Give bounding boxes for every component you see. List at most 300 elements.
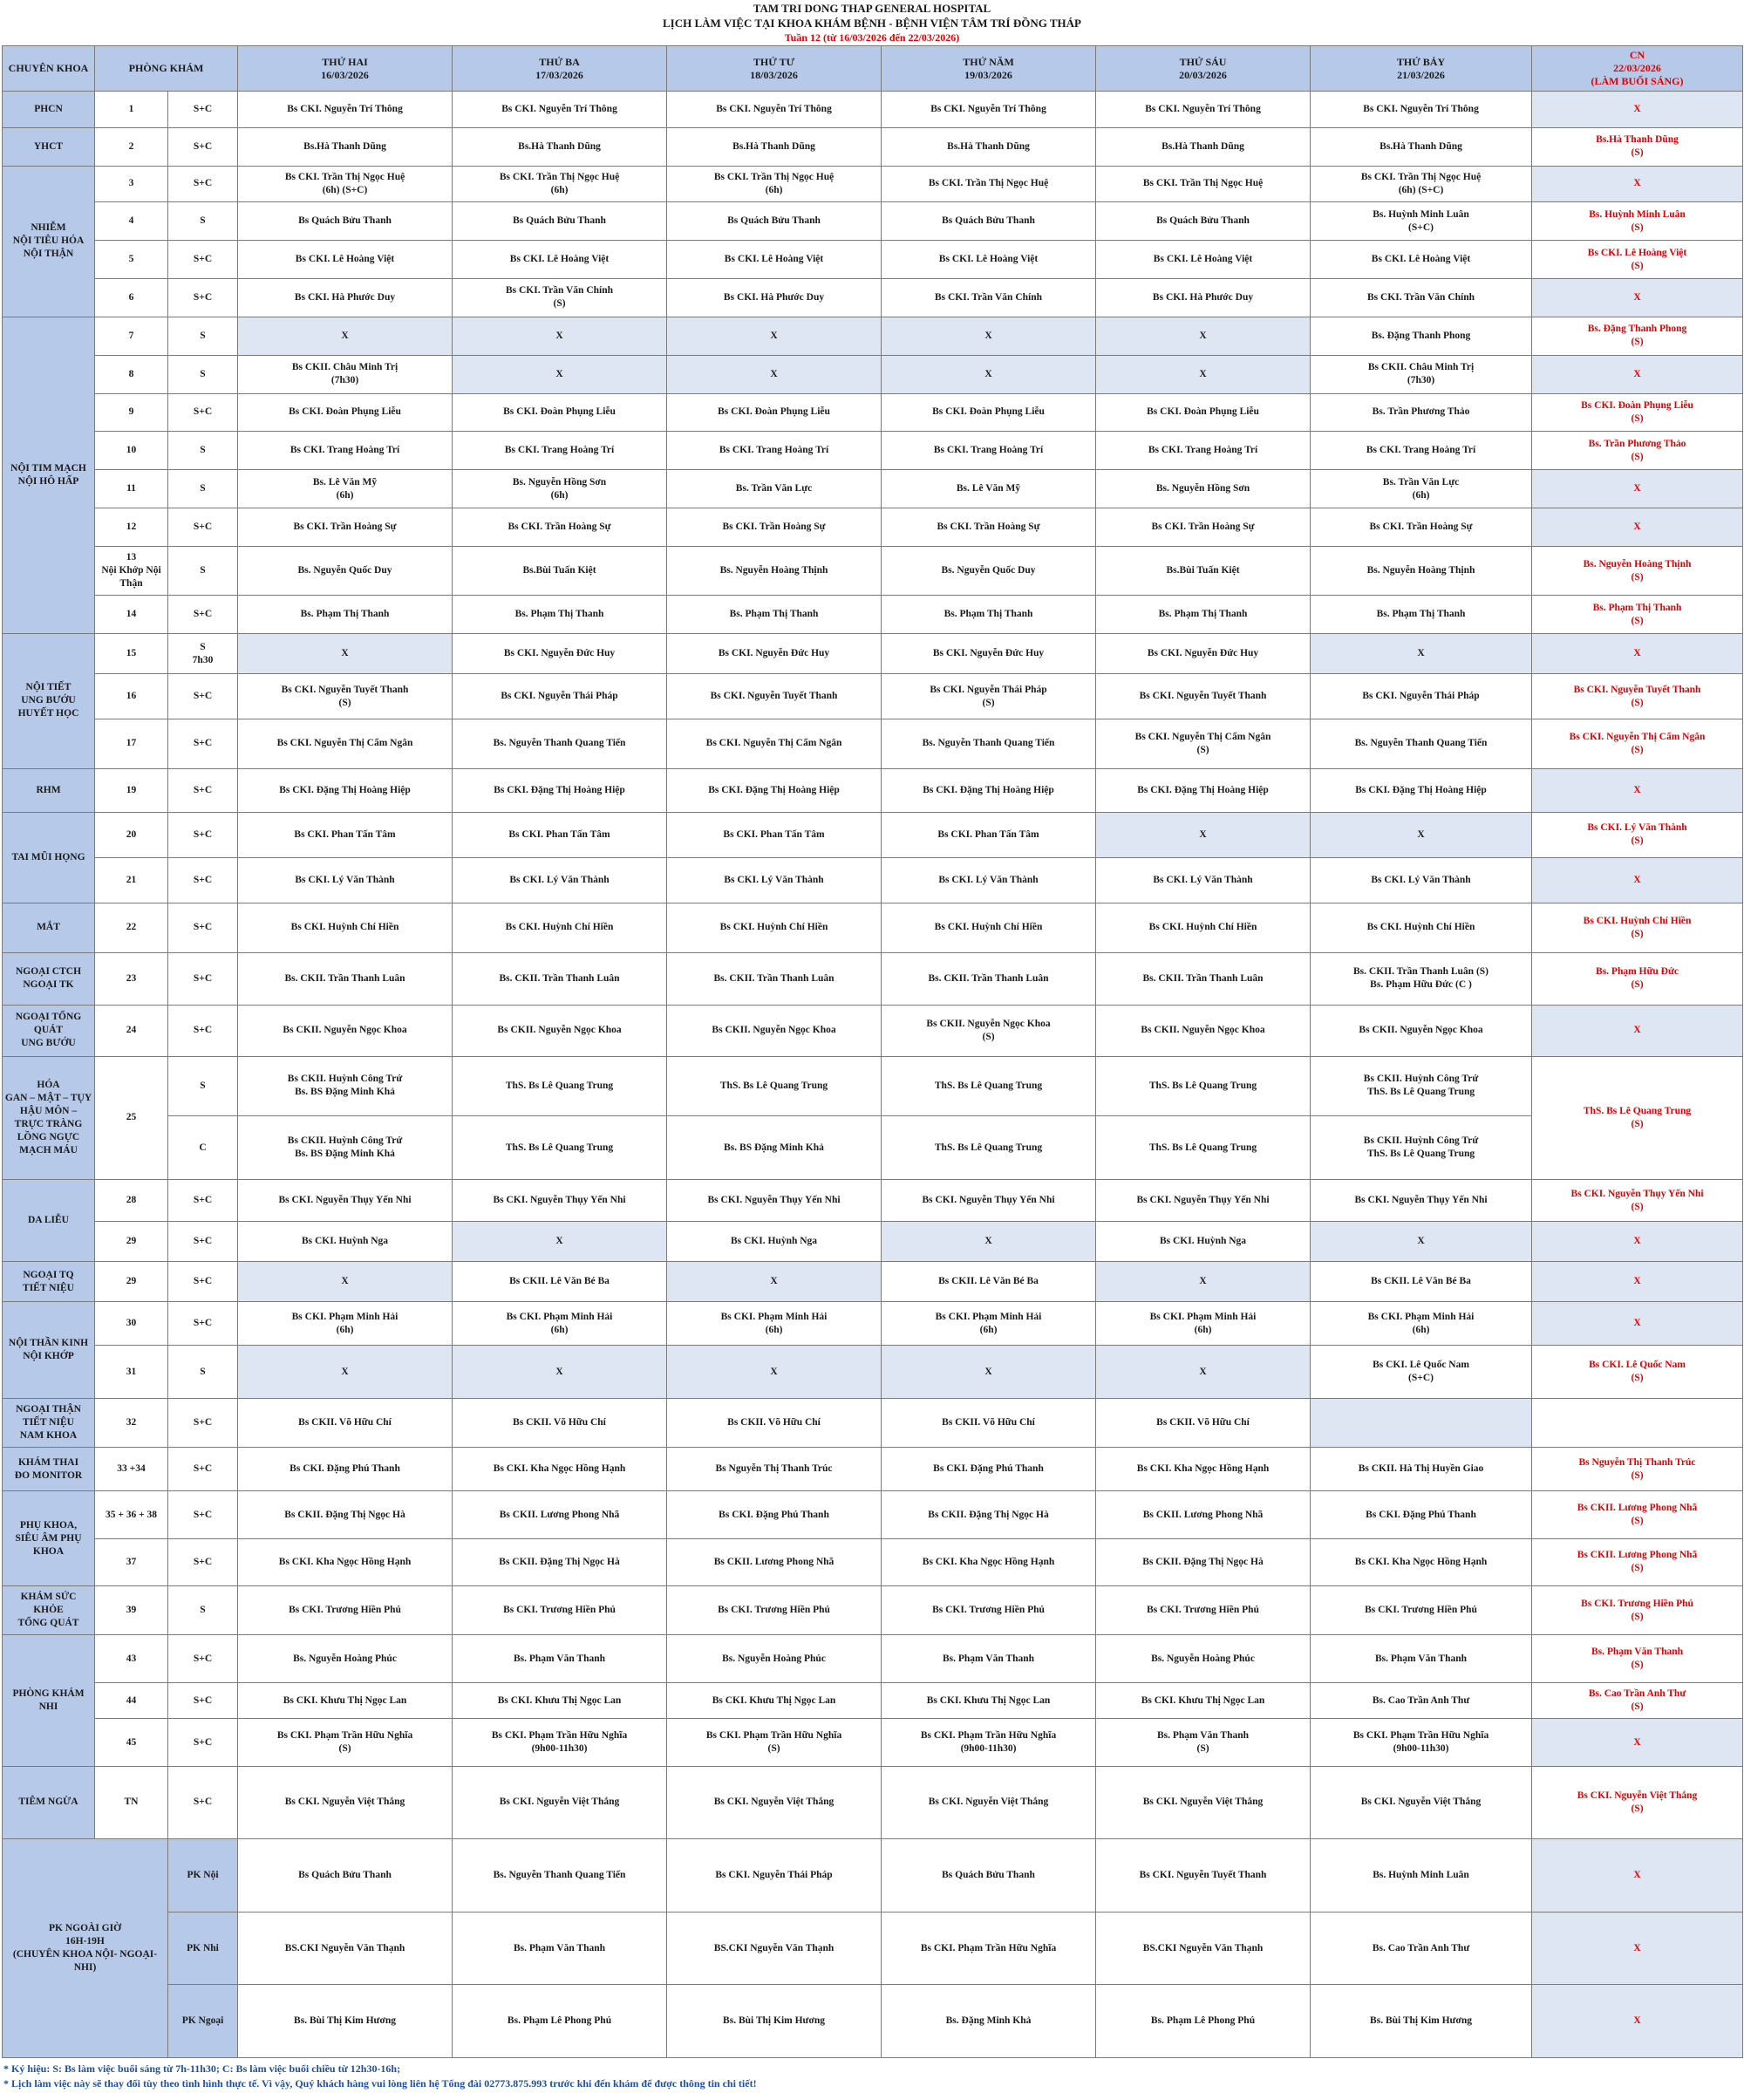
schedule-cell <box>1532 1538 1743 1585</box>
shift-code <box>168 241 238 279</box>
cell-line: (S) <box>1196 1743 1209 1755</box>
cell-line: 32 <box>126 1417 137 1428</box>
shift-code <box>168 1398 238 1447</box>
cell-line: S+C <box>193 1025 213 1036</box>
cell-line: Bs CKI. Đặng Thị Hoàng Hiệp <box>494 784 625 795</box>
cell-line: Bs. Phạm Văn Thanh <box>1591 1647 1684 1658</box>
schedule-cell <box>238 1346 453 1399</box>
cell-line: Bs CKI. Trang Hoàng Trí <box>1148 445 1258 456</box>
cell-line: X <box>1633 1276 1641 1287</box>
schedule-cell <box>1311 1839 1532 1912</box>
cell-line: (CHUYÊN KHOA NỘI- NGOẠI-NHI) <box>12 1949 158 1974</box>
cell-line: Bs CKI. Lý Văn Thành <box>1587 822 1687 834</box>
cell-line: 22 <box>126 922 137 933</box>
schedule-cell <box>238 674 453 719</box>
schedule-cell <box>667 857 882 903</box>
table-row <box>3 1398 1743 1447</box>
cell-line: S <box>200 483 206 494</box>
shift-code <box>168 674 238 719</box>
cell-line: PHCN <box>34 103 63 114</box>
room-number <box>95 393 168 432</box>
schedule-cell <box>1311 1538 1532 1585</box>
cell-line: Bs CKI. Đặng Phú Thanh <box>1366 1509 1476 1520</box>
schedule-cell <box>667 1839 882 1912</box>
specialty-name <box>3 1491 95 1586</box>
schedule-cell <box>667 1635 882 1682</box>
schedule-cell <box>1311 857 1532 903</box>
cell-line: ThS. Bs Lê Quang Trung <box>1366 1087 1475 1098</box>
schedule-cell <box>882 92 1096 128</box>
schedule-cell <box>238 279 453 317</box>
schedule-cell <box>882 127 1096 166</box>
room-number <box>95 546 168 595</box>
schedule-cell <box>453 202 667 241</box>
schedule-cell <box>1096 1222 1311 1262</box>
cell-line: Nội Khớp Nội Thận <box>101 565 161 590</box>
cell-line: Bs. Phạm Thị Thanh <box>944 609 1033 620</box>
specialty-name <box>3 1262 95 1302</box>
schedule-cell <box>1096 857 1311 903</box>
schedule-cell <box>238 508 453 547</box>
schedule-cell <box>238 393 453 432</box>
cell-line: Bs CKI. Nguyễn Việt Thắng <box>928 1797 1049 1808</box>
cell-line: ThS. Bs Lê Quang Trung <box>505 1142 614 1153</box>
schedule-cell <box>238 1116 453 1180</box>
cell-line: Bs. Phạm Văn Thanh <box>513 1942 606 1953</box>
cell-line: Bs CKI. Trang Hoàng Trí <box>719 445 829 456</box>
cell-line: Bs. Đặng Thanh Phong <box>1371 330 1471 341</box>
schedule-cell <box>882 1448 1096 1491</box>
cell-line: Bs. Bùi Thị Kim Hương <box>294 2015 396 2027</box>
schedule-cell <box>667 127 882 166</box>
schedule-cell <box>667 674 882 719</box>
cell-line: 33 +34 <box>117 1463 146 1475</box>
cell-line: ThS. Bs Lê Quang Trung <box>505 1080 614 1091</box>
room-number <box>95 1006 168 1056</box>
table-row <box>3 596 1743 634</box>
schedule-cell <box>1532 92 1743 128</box>
cell-line: Bs. Phạm Thị Thanh <box>300 609 390 620</box>
cell-line: (S+C) <box>1408 222 1434 233</box>
schedule-cell <box>1311 1985 1532 2058</box>
schedule-cell <box>1311 92 1532 128</box>
cell-line: (S) <box>338 697 351 708</box>
schedule-cell <box>453 596 667 634</box>
day-date: 17/03/2026 <box>535 68 583 81</box>
schedule-cell <box>238 166 453 202</box>
cell-line: Bs CKI. Lê Hoàng Việt <box>1587 247 1687 258</box>
cell-line: Bs. Huỳnh Minh Luân <box>1373 208 1469 220</box>
specialty-name <box>3 1586 95 1635</box>
cell-line: NỘI TIM MẠCH <box>10 463 86 474</box>
cell-line: Bs CKII. Võ Hữu Chí <box>298 1417 392 1428</box>
cell-line: S+C <box>193 178 213 189</box>
cell-line: Bs. BS Đặng Minh Khả <box>295 1087 395 1098</box>
schedule-cell <box>1532 355 1743 393</box>
cell-line: S+C <box>193 922 213 933</box>
cell-line: Bs CKI. Phan Tấn Tâm <box>937 828 1039 840</box>
cell-line: Bs CKI. Lê Hoàng Việt <box>1153 254 1253 265</box>
cell-line: DA LIỄU <box>28 1215 69 1226</box>
schedule-cell <box>1096 546 1311 595</box>
schedule-cell <box>453 279 667 317</box>
cell-line: 39 <box>126 1605 137 1616</box>
schedule-cell <box>882 634 1096 674</box>
column-header-row <box>3 46 1743 92</box>
schedule-table <box>2 45 1743 2058</box>
shift-code <box>168 317 238 355</box>
cell-line: Bs. Cao Trần Anh Thư <box>1588 1688 1686 1700</box>
schedule-cell <box>1311 127 1532 166</box>
cell-line: Bs CKI. Trần Thị Ngọc Huệ <box>928 178 1049 189</box>
cell-line: (S) <box>1631 615 1644 626</box>
schedule-cell <box>882 393 1096 432</box>
schedule-cell <box>667 1682 882 1719</box>
cell-line: Bs CKI. Kha Ngọc Hồng Hạnh <box>922 1556 1055 1567</box>
schedule-cell <box>1096 317 1311 355</box>
footer-notes <box>3 2062 1739 2091</box>
cell-line: S <box>200 641 206 652</box>
cell-line: Bs. CKII. Trần Thanh Luân <box>928 972 1049 984</box>
cell-line: Bs CKII. Võ Hữu Chí <box>727 1417 821 1428</box>
schedule-cell <box>1096 1839 1311 1912</box>
cell-line: (S) <box>1631 1201 1644 1212</box>
schedule-cell <box>882 1682 1096 1719</box>
cell-line: Bs CKI. Nguyễn Tuyết Thanh <box>281 684 409 695</box>
schedule-cell <box>1311 1912 1532 1985</box>
schedule-cell <box>1532 127 1743 166</box>
room-number <box>95 596 168 634</box>
table-row <box>3 1766 1743 1839</box>
schedule-cell <box>1096 92 1311 128</box>
cell-line: S <box>200 330 206 341</box>
cell-line: MẠCH MÁU <box>19 1144 78 1156</box>
schedule-cell <box>882 1180 1096 1222</box>
shift-code <box>168 812 238 857</box>
day-date: 22/03/2026 <box>1613 62 1661 74</box>
cell-line: S <box>200 445 206 456</box>
cell-line: Bs CKI. Lý Văn Thành <box>1153 875 1253 886</box>
schedule-cell <box>667 596 882 634</box>
cell-line: X <box>984 368 992 379</box>
cell-line: Bs CKI. Khưu Thị Ngọc Lan <box>712 1694 836 1706</box>
cell-line: GAN – MẬT – TỤY <box>4 1092 92 1103</box>
shift-code <box>168 1222 238 1262</box>
schedule-cell <box>1311 432 1532 470</box>
room-number <box>95 634 168 674</box>
schedule-cell <box>1096 952 1311 1006</box>
schedule-cell <box>453 393 667 432</box>
cell-line: Bs. Phạm Hữu Đức (C ) <box>1370 979 1472 991</box>
cell-line: TIÊM NGỪA <box>18 1797 78 1808</box>
schedule-cell <box>1532 1635 1743 1682</box>
specialty-name <box>3 1302 95 1399</box>
specialty-name <box>3 768 95 812</box>
cell-line: Bs CKI. Lê Quốc Nam <box>1373 1360 1469 1371</box>
schedule-cell <box>238 127 453 166</box>
shift-code <box>168 719 238 768</box>
cell-line: (S) <box>1631 412 1644 424</box>
cell-line: S <box>200 1080 206 1091</box>
room-number <box>95 1222 168 1262</box>
day-name: THỨ TƯ <box>753 55 795 68</box>
cell-line: (S+C) <box>1408 1373 1434 1384</box>
cell-line: KHÁM THAI <box>17 1456 79 1468</box>
cell-line: Bs. CKII. Trần Thanh Luân <box>1142 972 1264 984</box>
cell-line: Bs CKI. Phạm Minh Hải <box>506 1311 613 1322</box>
room-number <box>95 202 168 241</box>
cell-line: Bs CKI. Nguyễn Đức Huy <box>718 648 830 659</box>
schedule-cell <box>238 1448 453 1491</box>
schedule-cell <box>1311 634 1532 674</box>
cell-line: Bs CKI. Đặng Thị Hoàng Hiệp <box>279 784 411 795</box>
schedule-cell <box>238 202 453 241</box>
footer-legend: * Ký hiệu: S: Bs làm việc buổi sáng từ 7h-11h30; C: Bs làm việc buổi chiều từ 12h30-16h; <box>3 2062 401 2075</box>
cell-line: Bs CKII. Hà Thị Huyền Giao <box>1358 1463 1484 1475</box>
cell-line: Bs CKI. Huỳnh Chí Hiền <box>934 922 1043 933</box>
schedule-cell <box>882 432 1096 470</box>
schedule-cell <box>453 1682 667 1719</box>
cell-line: (6h) <box>1412 1324 1430 1335</box>
cell-line: Bs CKI. Nguyễn Đức Huy <box>932 648 1045 659</box>
shift-code <box>168 1491 238 1538</box>
schedule-cell <box>882 355 1096 393</box>
cell-line: X <box>984 1366 992 1377</box>
cell-line: X <box>1633 2015 1641 2027</box>
cell-line: X <box>1199 330 1207 341</box>
room-number <box>95 1766 168 1839</box>
cell-line: Bs.Hà Thanh Dũng <box>518 140 601 152</box>
schedule-cell <box>1096 470 1311 508</box>
cell-line: Bs. Huỳnh Minh Luân <box>1589 208 1686 220</box>
cell-line: Bs CKI. Kha Ngọc Hồng Hạnh <box>493 1463 626 1475</box>
cell-line: (6h) <box>979 1324 998 1335</box>
cell-line: Bs CKI. Nguyễn Trí Thông <box>1145 103 1261 114</box>
cell-line: Bs CKI. Đoàn Phụng Liễu <box>1581 399 1693 411</box>
cell-line: Bs CKI. Phan Tấn Tâm <box>508 828 610 840</box>
day-date: 21/03/2026 <box>1397 68 1445 81</box>
schedule-cell <box>238 1586 453 1635</box>
shift-code <box>168 508 238 547</box>
cell-line: Bs CKII. Lương Phong Nhã <box>1142 1509 1264 1520</box>
schedule-cell <box>882 719 1096 768</box>
cell-line: Bs CKI. Trang Hoàng Trí <box>504 445 615 456</box>
schedule-cell <box>882 202 1096 241</box>
cell-line: Bs CKI. Huỳnh Chí Hiền <box>290 922 399 933</box>
table-row <box>3 952 1743 1006</box>
schedule-cell <box>1532 1056 1743 1180</box>
schedule-cell <box>238 1262 453 1302</box>
schedule-cell <box>667 1586 882 1635</box>
schedule-cell <box>453 1180 667 1222</box>
cell-line: 16 <box>126 691 137 702</box>
schedule-cell <box>238 1491 453 1538</box>
cell-line: (S) <box>1631 451 1644 462</box>
cell-line: X <box>1633 1318 1641 1329</box>
table-row <box>3 1006 1743 1056</box>
specialty-name <box>3 1006 95 1056</box>
schedule-cell <box>453 952 667 1006</box>
table-row <box>3 317 1743 355</box>
cell-line: (S) <box>1631 1516 1644 1527</box>
table-row <box>3 355 1743 393</box>
schedule-cell <box>1096 1491 1311 1538</box>
cell-line: X <box>1417 1236 1425 1247</box>
cell-line: (S) <box>1631 1469 1644 1481</box>
cell-line: S+C <box>193 1736 213 1748</box>
room-number <box>95 1491 168 1538</box>
specialty-name <box>3 1056 95 1180</box>
cell-line: ThS. Bs Lê Quang Trung <box>719 1080 828 1091</box>
schedule-cell <box>1096 355 1311 393</box>
cell-line: X <box>341 648 349 659</box>
cell-line: S+C <box>193 1276 213 1287</box>
cell-line: Bs CKI. Trần Hoàng Sự <box>293 522 397 533</box>
table-row <box>3 1262 1743 1302</box>
room-number <box>95 1346 168 1399</box>
cell-line: Bs. Lê Văn Mỹ <box>956 483 1021 494</box>
hospital-name: TAM TRI DONG THAP GENERAL HOSPITAL <box>753 2 991 15</box>
schedule-cell <box>453 317 667 355</box>
cell-line: 45 <box>126 1736 137 1748</box>
schedule-cell <box>1532 279 1743 317</box>
cell-line: 28 <box>126 1195 137 1206</box>
schedule-cell <box>1532 432 1743 470</box>
schedule-cell <box>1532 1839 1743 1912</box>
cell-line: Bs CKI. Phạm Trần Hữu Nghĩa <box>705 1730 842 1742</box>
schedule-cell <box>453 768 667 812</box>
schedule-cell <box>238 546 453 595</box>
cell-line: S+C <box>193 1463 213 1475</box>
cell-line: Bs CKI. Nguyễn Việt Thắng <box>1142 1797 1264 1808</box>
cell-line: Bs CKI. Nguyễn Thái Pháp <box>930 684 1047 695</box>
table-row <box>3 92 1743 128</box>
room-number <box>95 508 168 547</box>
cell-line: (S) <box>1631 260 1644 271</box>
cell-line: 43 <box>126 1653 137 1664</box>
schedule-cell <box>453 1538 667 1585</box>
schedule-cell <box>238 812 453 857</box>
cell-line: Bs CKII. Lương Phong Nhã <box>1577 1550 1698 1561</box>
cell-line: Bs. Nguyễn Hoàng Thịnh <box>1366 565 1475 576</box>
cell-line: ThS. Bs Lê Quang Trung <box>1148 1080 1257 1091</box>
cell-line: Bs. Nguyễn Thanh Quang Tiến <box>1354 738 1488 749</box>
schedule-cell <box>453 1766 667 1839</box>
cell-line: Bs. Trần Phương Thảo <box>1372 406 1470 418</box>
cell-line: Bs CKI. Đặng Thị Hoàng Hiệp <box>923 784 1054 795</box>
schedule-cell <box>1311 1398 1532 1447</box>
specialty-name <box>3 1766 95 1839</box>
cell-line: Bs CKI. Trần Thị Ngọc Huệ <box>1142 178 1264 189</box>
cell-line: Bs CKII. Võ Hữu Chí <box>513 1417 606 1428</box>
shift-code <box>168 1056 238 1116</box>
cell-line: Bs CKI. Kha Ngọc Hồng Hạnh <box>1354 1556 1488 1567</box>
cell-line: S+C <box>193 1653 213 1664</box>
schedule-cell <box>453 1006 667 1056</box>
cell-line: 29 <box>126 1276 137 1287</box>
schedule-cell <box>238 768 453 812</box>
table-row <box>3 1222 1743 1262</box>
cell-line: Bs. Trần Văn Lực <box>1382 476 1460 488</box>
room-number <box>95 127 168 166</box>
cell-line: S+C <box>193 1318 213 1329</box>
cell-line: S+C <box>193 291 213 303</box>
cell-line: Bs CKI. Trương Hiền Phú <box>289 1605 401 1616</box>
room-number <box>95 470 168 508</box>
schedule-cell <box>1096 674 1311 719</box>
cell-line: X <box>770 330 778 341</box>
cell-line: X <box>770 1276 778 1287</box>
cell-line: Bs CKI. Nguyễn Thụy Yến Nhi <box>278 1195 412 1206</box>
schedule-cell <box>238 1006 453 1056</box>
schedule-cell <box>1311 812 1532 857</box>
table-row <box>3 719 1743 768</box>
cell-line: Bs CKI. Trần Hoàng Sự <box>937 522 1040 533</box>
cell-line: Bs CKI. Đặng Phú Thanh <box>290 1463 400 1475</box>
cell-line: X <box>1633 1236 1641 1247</box>
schedule-cell <box>1532 952 1743 1006</box>
cell-line: BS.CKI Nguyễn Văn Thạnh <box>713 1942 835 1953</box>
cell-line: Bs CKI. Trang Hoàng Trí <box>1366 445 1476 456</box>
schedule-cell <box>453 1635 667 1682</box>
after-hours-row <box>3 1839 1743 1912</box>
schedule-cell <box>667 355 882 393</box>
schedule-cell <box>1311 768 1532 812</box>
cell-line: Bs. CKII. Trần Thanh Luân <box>499 972 620 984</box>
schedule-cell <box>1096 596 1311 634</box>
week-range: Tuần 12 (từ 16/03/2026 đến 22/03/2026) <box>784 31 960 44</box>
room-number <box>95 719 168 768</box>
schedule-cell <box>453 1346 667 1399</box>
table-row <box>3 1635 1743 1682</box>
schedule-cell <box>1096 1302 1311 1346</box>
schedule-cell <box>1096 1985 1311 2058</box>
schedule-cell <box>238 1302 453 1346</box>
schedule-cell <box>667 1346 882 1399</box>
cell-line: BS.CKI Nguyễn Văn Thạnh <box>1142 1942 1264 1953</box>
schedule-cell <box>1096 202 1311 241</box>
specialty-name <box>3 1635 95 1766</box>
shift-code <box>168 768 238 812</box>
shift-code <box>168 1635 238 1682</box>
cell-line: Bs. CKII. Trần Thanh Luân (S) <box>1353 966 1489 978</box>
cell-line: Bs. Phạm Thị Thanh <box>729 609 819 620</box>
cell-line: TIẾT NIỆU <box>23 1417 74 1428</box>
schedule-cell <box>238 596 453 634</box>
room-number <box>95 1398 168 1447</box>
cell-line: Bs CKI. Nguyễn Trí Thông <box>716 103 832 114</box>
shift-code <box>168 1006 238 1056</box>
shift-code <box>168 546 238 595</box>
cell-line: (6h) <box>550 1324 569 1335</box>
schedule-cell <box>882 1222 1096 1262</box>
cell-line: 21 <box>126 875 137 886</box>
cell-line: (S) <box>1631 571 1644 583</box>
cell-line: Bs CKI. Lê Hoàng Việt <box>724 254 824 265</box>
schedule-cell <box>667 1491 882 1538</box>
schedule-cell <box>1532 317 1743 355</box>
schedule-cell <box>453 1985 667 2058</box>
schedule-cell <box>1311 470 1532 508</box>
cell-line: C <box>199 1142 207 1153</box>
schedule-cell <box>1311 279 1532 317</box>
schedule-cell <box>882 1491 1096 1538</box>
cell-line: 44 <box>126 1694 137 1706</box>
cell-line: Bs CKI. Phạm Trần Hữu Nghĩa <box>920 1942 1057 1953</box>
cell-line: Bs CKI. Trần Thị Ngọc Huệ <box>499 171 620 182</box>
cell-line: 1 <box>128 103 134 114</box>
cell-line: (S) <box>1631 979 1644 991</box>
